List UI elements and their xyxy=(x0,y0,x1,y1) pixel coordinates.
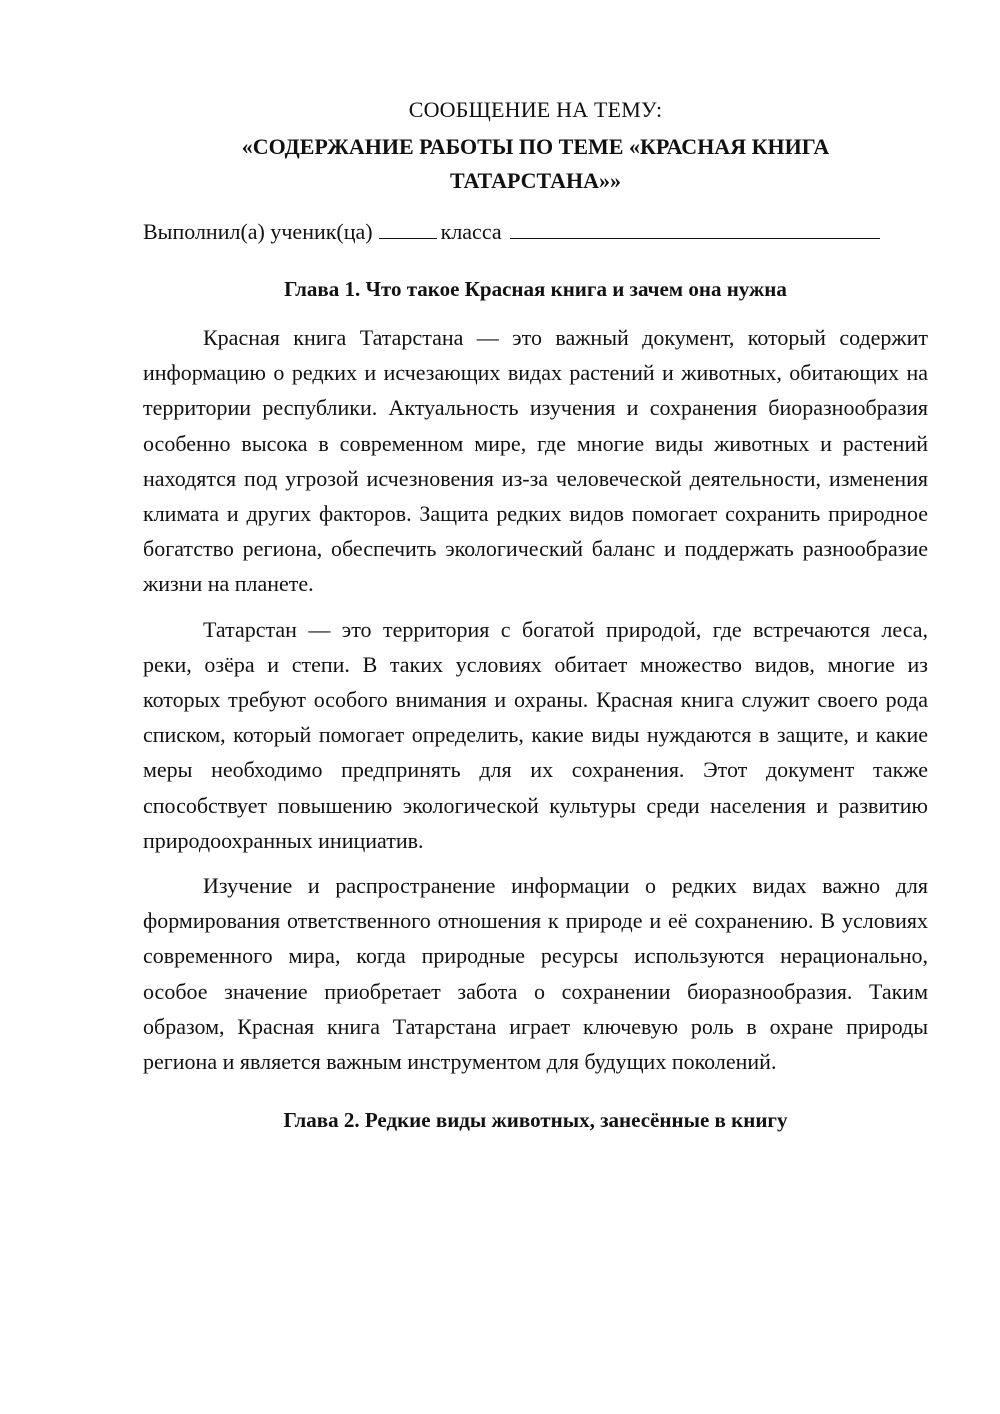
chapter-1-paragraph-1: Красная книга Татарстана — это важный документ, который содержит информацию о редких и исчезающих видах растений и животных, обитающих на территории республики. Актуальность изучения и сохранения биоразнообразия особенно высока в современном мире, где многие виды животных и растений находятся под угрозой исчезновения из-за человеческой деятельности, изменения климата и других факторов. Защита редких видов помогает сохранить природное богатство региона, обеспечить экологический баланс и поддержать разнообразие жизни на планете. xyxy=(143,325,928,597)
chapter-2-heading: Глава 2. Редкие виды животных, занесённые в книгу xyxy=(283,1108,788,1133)
document-title: «СОДЕРЖАНИЕ РАБОТЫ ПО ТЕМЕ «КРАСНАЯ КНИГА ТАТАРСТАНА»» xyxy=(241,134,830,193)
document-page xyxy=(143,92,928,1151)
chapter-1-paragraph-3: Изучение и распространение информации о редких видах важно для формирования ответственного отношения к природе и её сохранению. В условиях современного мира, когда природные ресурсы используются нерационально, особое значение приобретает забота о сохранении биоразнообразия. Таким образом, Красная книга Татарстана играет ключевую роль в охране природы региона и является важным инструментом для будущих поколений. xyxy=(143,873,928,1075)
student-name-blank xyxy=(510,220,880,239)
author-class-word: класса xyxy=(440,219,502,244)
chapter-1-paragraph-2: Татарстан — это территория с богатой природой, где встречаются леса, реки, озёра и степи. В таких условиях обитает множество видов, многие из которых требуют особого внимания и охраны. Красная книга служит своего рода списком, который помогает определить, какие виды нуждаются в защите, и какие меры необходимо предпринять для их сохранения. Этот документ также способствует повышению экологической культуры среди населения и развитию природоохранных инициатив. xyxy=(143,616,928,853)
author-performed-by: Выполнил(а) ученик(ца) xyxy=(143,219,373,244)
document-label: СООБЩЕНИЕ НА ТЕМУ: xyxy=(408,97,663,122)
author-line xyxy=(143,214,928,250)
class-number-blank xyxy=(379,220,437,239)
chapter-1-heading: Глава 1. Что такое Красная книга и зачем она нужна xyxy=(284,277,787,301)
